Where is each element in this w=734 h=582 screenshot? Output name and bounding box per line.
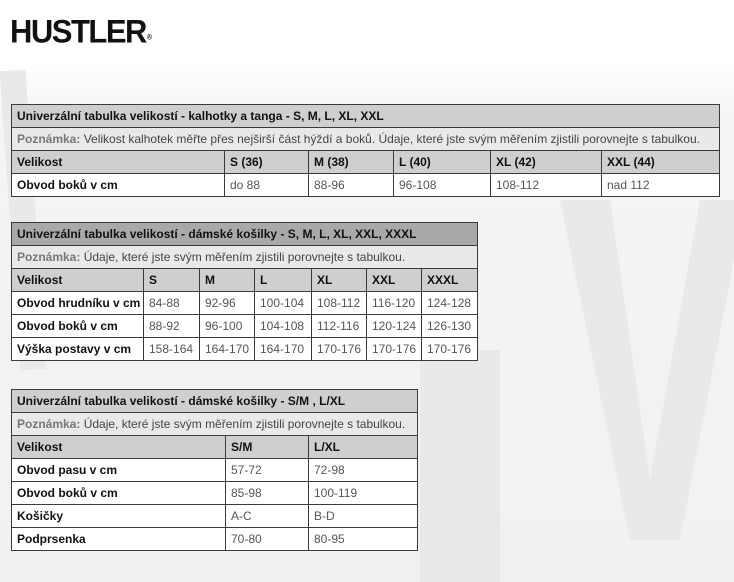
table-row <box>12 505 418 528</box>
row-label: Obvod boků v cm <box>12 315 144 338</box>
table-title: Univerzální tabulka velikostí - dámské košilky - S/M , L/XL <box>12 390 418 413</box>
column-header: Velikost <box>12 436 226 459</box>
row-label: Obvod pasu v cm <box>12 459 226 482</box>
table-cell: 108-112 <box>312 292 367 315</box>
column-header: XXL <box>367 269 422 292</box>
table-row <box>12 459 418 482</box>
column-header: S (36) <box>225 151 309 174</box>
table-note-row <box>12 246 478 269</box>
table-cell: 100-104 <box>255 292 312 315</box>
column-header: Velikost <box>12 151 225 174</box>
column-header: L <box>255 269 312 292</box>
table-cell: 57-72 <box>226 459 309 482</box>
table-header-row <box>12 436 418 459</box>
table-title-row <box>12 223 478 246</box>
table-cell: 96-108 <box>394 174 491 197</box>
table-title-row <box>12 390 418 413</box>
table-note: Poznámka: Údaje, které jste svým měřením zjistili porovnejte s tabulkou. <box>12 413 418 436</box>
row-label: Košičky <box>12 505 226 528</box>
row-label: Výška postavy v cm <box>12 338 144 361</box>
table-header-row <box>12 269 478 292</box>
table-cell: 104-108 <box>255 315 312 338</box>
table-cell: 170-176 <box>312 338 367 361</box>
column-header: XL <box>312 269 367 292</box>
column-header: L/XL <box>309 436 418 459</box>
table-cell: 100-119 <box>309 482 418 505</box>
table-cell: 72-98 <box>309 459 418 482</box>
size-table-panties <box>11 104 720 197</box>
table-cell: 80-95 <box>309 528 418 551</box>
column-header: L (40) <box>394 151 491 174</box>
table-cell: 116-120 <box>367 292 422 315</box>
column-header: M (38) <box>309 151 394 174</box>
table-cell: 84-88 <box>144 292 200 315</box>
table-cell: 88-92 <box>144 315 200 338</box>
table-row <box>12 528 418 551</box>
table-note-row <box>12 413 418 436</box>
table-row <box>12 338 478 361</box>
table-row <box>12 292 478 315</box>
table-cell: do 88 <box>225 174 309 197</box>
row-label: Podprsenka <box>12 528 226 551</box>
table-title: Univerzální tabulka velikostí - kalhotky a tanga - S, M, L, XL, XXL <box>12 105 720 128</box>
table-cell: 158-164 <box>144 338 200 361</box>
table-header-row <box>12 151 720 174</box>
table-cell: 120-124 <box>367 315 422 338</box>
column-header: S/M <box>226 436 309 459</box>
hustler-logo: HUSTLER® <box>10 13 153 50</box>
column-header: M <box>200 269 255 292</box>
column-header: S <box>144 269 200 292</box>
table-cell: 85-98 <box>226 482 309 505</box>
table-cell: 70-80 <box>226 528 309 551</box>
column-header: XL (42) <box>491 151 602 174</box>
table-cell: 108-112 <box>491 174 602 197</box>
table-title: Univerzální tabulka velikostí - dámské košilky - S, M, L, XL, XXL, XXXL <box>12 223 478 246</box>
size-table-camisoles-sm-lxl <box>11 389 418 551</box>
table-cell: 164-170 <box>255 338 312 361</box>
table-note-row <box>12 128 720 151</box>
row-label: Obvod boků v cm <box>12 482 226 505</box>
table-cell: 170-176 <box>367 338 422 361</box>
table-cell: 164-170 <box>200 338 255 361</box>
table-cell: B-D <box>309 505 418 528</box>
column-header: XXL (44) <box>602 151 720 174</box>
table-cell: nad 112 <box>602 174 720 197</box>
table-row <box>12 315 478 338</box>
table-cell: 92-96 <box>200 292 255 315</box>
table-cell: 126-130 <box>422 315 478 338</box>
table-row <box>12 482 418 505</box>
table-title-row <box>12 105 720 128</box>
table-cell: 88-96 <box>309 174 394 197</box>
row-label: Obvod hrudníku v cm <box>12 292 144 315</box>
size-table-camisoles-full <box>11 222 478 361</box>
row-label: Obvod boků v cm <box>12 174 225 197</box>
table-note: Poznámka: Údaje, které jste svým měřením zjistili porovnejte s tabulkou. <box>12 246 478 269</box>
table-cell: 124-128 <box>422 292 478 315</box>
table-note: Poznámka: Velikost kalhotek měřte přes nejširší část hýždí a boků. Údaje, které jste svým měřením zjistili porovnejte s tabulkou. <box>12 128 720 151</box>
table-cell: 96-100 <box>200 315 255 338</box>
table-row <box>12 174 720 197</box>
column-header: Velikost <box>12 269 144 292</box>
table-cell: 170-176 <box>422 338 478 361</box>
column-header: XXXL <box>422 269 478 292</box>
table-cell: A-C <box>226 505 309 528</box>
table-cell: 112-116 <box>312 315 367 338</box>
